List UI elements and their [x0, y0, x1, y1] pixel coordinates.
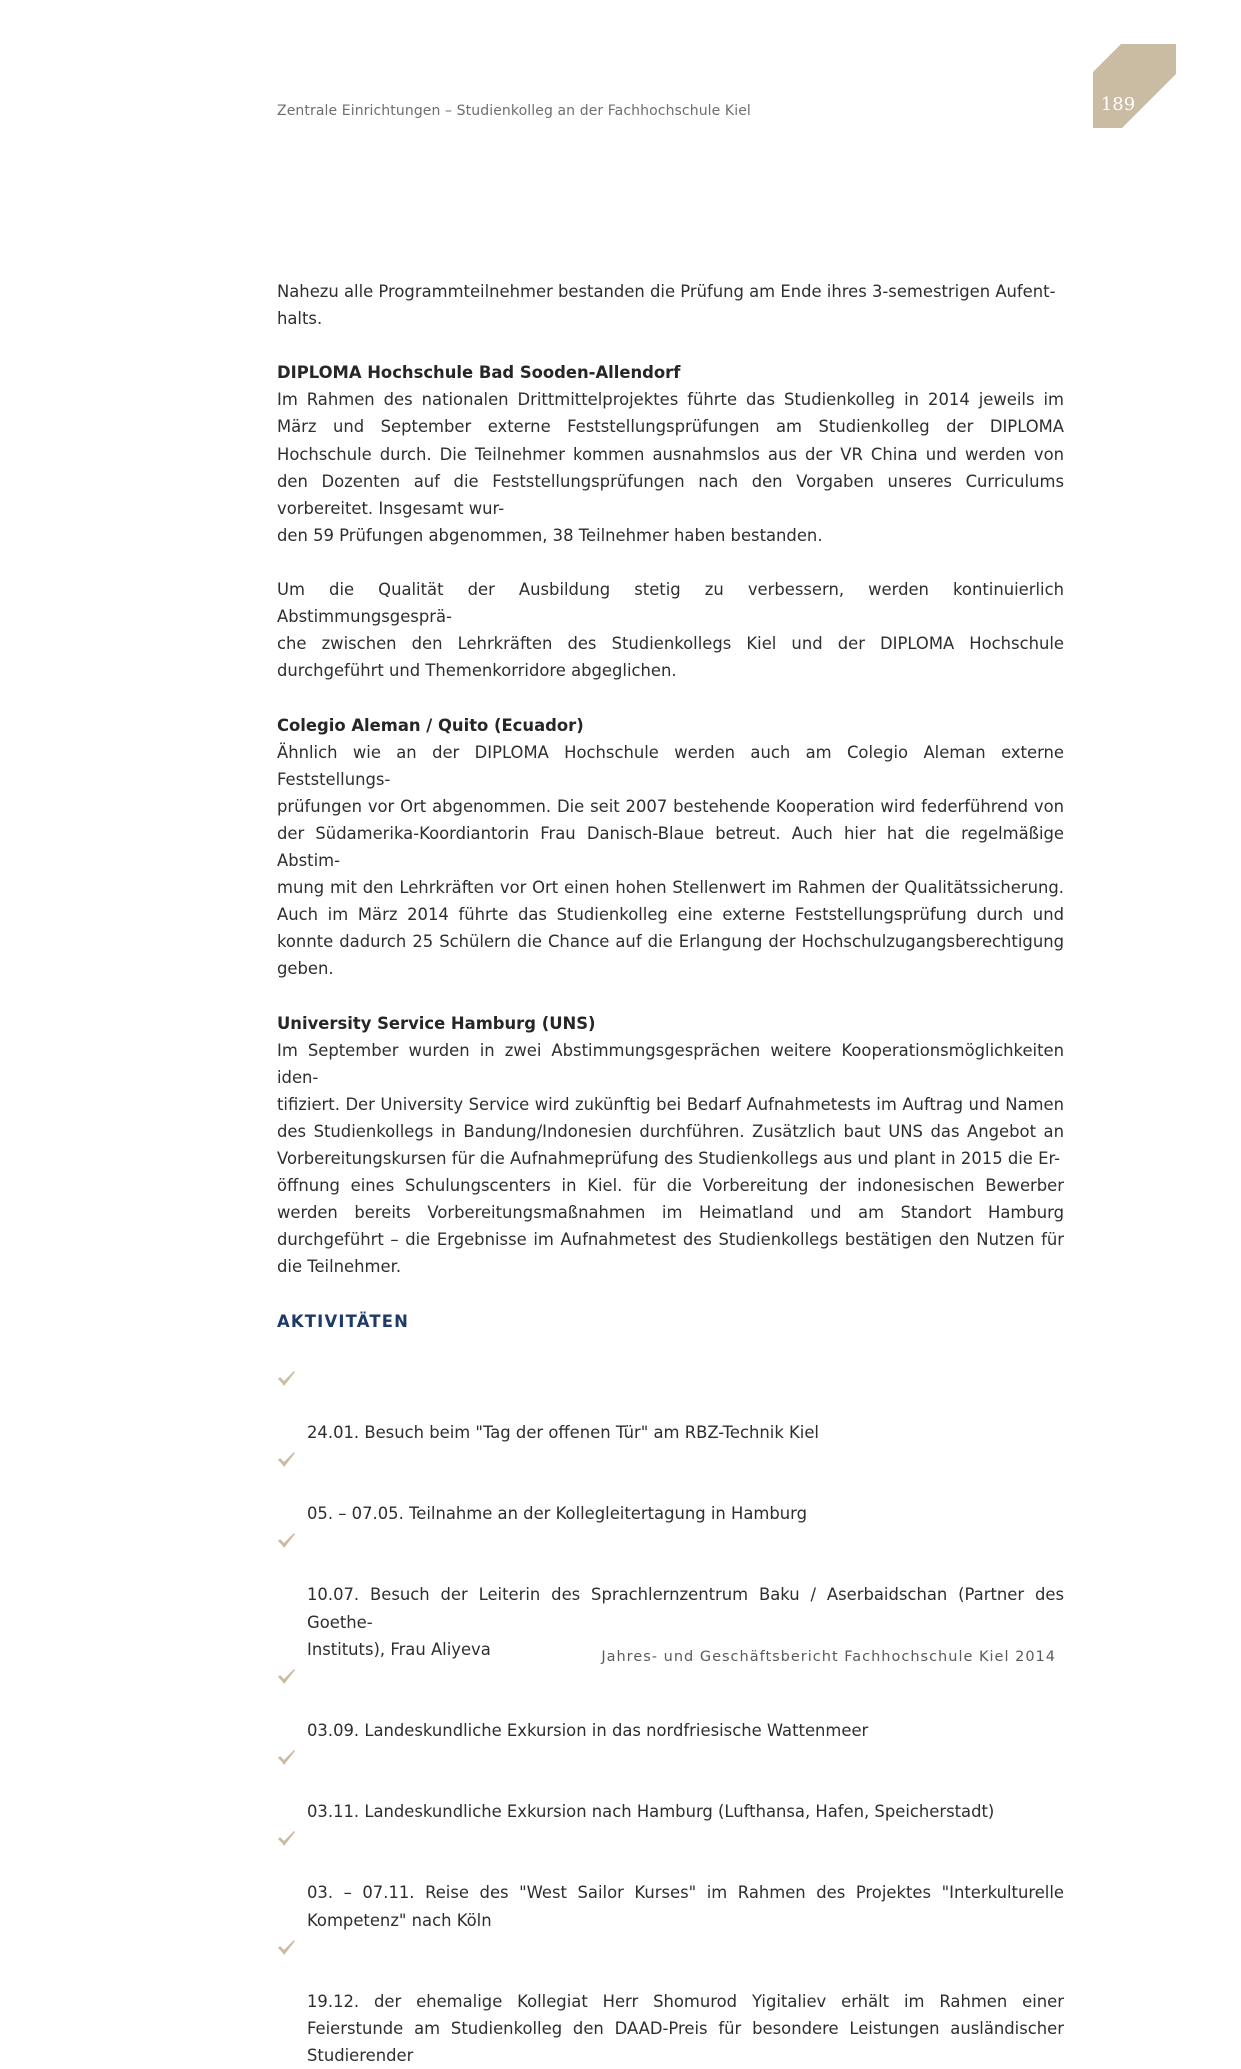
activity-text: 05. – 07.05. Teilnahme an der Kollegleitertagung in Hamburg — [307, 1504, 808, 1524]
page-number-tab — [1093, 44, 1176, 128]
page-footer: Jahres- und Geschäftsbericht Fachhochschule Kiel 2014 — [601, 1649, 1056, 1665]
section-colegio-aleman — [277, 712, 1064, 983]
activity-text: 10.07. Besuch der Leiterin des Sprachlernzentrum Baku / Aserbaidschan (Partner des Goethe- Instituts), Frau Aliyeva — [307, 1585, 1064, 1659]
activity-item — [277, 1527, 1064, 1662]
activity-list — [277, 1365, 1064, 2069]
checkmark-icon — [277, 1452, 296, 1468]
activity-item — [277, 1365, 1064, 1446]
checkmark-icon — [277, 1940, 296, 1956]
checkmark-icon — [277, 1750, 296, 1766]
intro-paragraph: Nahezu alle Programmteilnehmer bestanden die Prüfung am Ende ihres 3-semestrigen Aufent- halts. — [277, 282, 1056, 329]
activity-text: 03.11. Landeskundliche Exkursion nach Hamburg (Lufthansa, Hafen, Speicherstadt) — [307, 1802, 995, 1822]
activity-item — [277, 1744, 1064, 1825]
running-head: Zentrale Einrichtungen – Studienkolleg an der Fachhochschule Kiel — [277, 103, 751, 119]
section-paragraph: Im Rahmen des nationalen Drittmittelprojektes führte das Studienkolleg in 2014 jeweils im März und September externe Feststellungsprüfungen am Studienkolleg der DIPLOMA Hochschule durch. Die Teilnehmer kommen ausnahmslos aus der VR China und werden von den Dozenten auf die Feststellungsprüfungen nach den Vorgaben unseres Curriculums vorbereitet. Insgesamt wur- den 59 Prüfungen abgenommen, 38 Teilnehmer haben bestanden. — [277, 390, 1064, 545]
activity-item — [277, 1446, 1064, 1527]
section-title: University Service Hamburg (UNS) — [277, 1013, 596, 1033]
activity-item — [277, 1825, 1064, 1933]
section-title: Colegio Aleman / Quito (Ecuador) — [277, 715, 584, 735]
activity-text: 19.12. der ehemalige Kollegiat Herr Shomurod Yigitaliev erhält im Rahmen einer Feierstunde am Studienkolleg den DAAD-Preis für besondere Leistungen ausländischer Studierender — [307, 1991, 1064, 2065]
section-university-service — [277, 1010, 1064, 1281]
activity-text: 03. – 07.11. Reise des "West Sailor Kurses" im Rahmen des Projektes "Interkulturelle Kompetenz" nach Köln — [307, 1883, 1064, 1930]
checkmark-icon — [277, 1669, 296, 1685]
activity-item — [277, 1934, 1064, 2069]
section-title: DIPLOMA Hochschule Bad Sooden-Allendorf — [277, 363, 681, 383]
activity-text: 03.09. Landeskundliche Exkursion in das nordfriesische Wattenmeer — [307, 1720, 869, 1740]
page-tab-shape — [1093, 44, 1176, 128]
section-diploma — [277, 359, 1064, 684]
section-paragraph: Im September wurden in zwei Abstimmungsgesprächen weitere Kooperationsmöglichkeiten iden- tifiziert. Der University Service wird zukünftig bei Bedarf Aufnahmetests im Auftrag und Namen des Studienkollegs in Bandung/Indonesien durchführen. Zusätzlich baut UNS das Angebot an Vorbereitungskursen für die Aufnahmeprüfung des Studienkollegs aus und plant in 2015 die Er- öffnung eines Schulungscenters in Kiel. für die Vorbereitung der indonesischen Bewerber werden bereits Vorbereitungsmaßnahmen im Heimatland und am Standort Hamburg durchgeführt – die Ergebnisse im Aufnahmetest des Studienkollegs bestätigen den Nutzen für die Teilnehmer. — [277, 1040, 1064, 1277]
activity-text: 24.01. Besuch beim "Tag der offenen Tür" am RBZ-Technik Kiel — [307, 1422, 819, 1442]
checkmark-icon — [277, 1371, 296, 1387]
checkmark-icon — [277, 1533, 296, 1549]
checkmark-icon — [277, 1831, 296, 1847]
activity-item — [277, 1663, 1064, 1744]
activities-heading: AKTIVITÄTEN — [277, 1311, 410, 1331]
page-number: 189 — [1100, 94, 1136, 115]
section-paragraph: Um die Qualität der Ausbildung stetig zu verbessern, werden kontinuierlich Abstimmungsgesprä- che zwischen den Lehrkräften des Studienkollegs Kiel und der DIPLOMA Hochschule durchgeführt und Themenkorridore abgeglichen. — [277, 580, 1064, 681]
section-paragraph: Ähnlich wie an der DIPLOMA Hochschule werden auch am Colegio Aleman externe Feststellungs- prüfungen vor Ort abgenommen. Die seit 2007 bestehende Kooperation wird federführend von der Südamerika-Koordiantorin Frau Danisch-Blaue betreut. Auch hier hat die regelmäßige Abstim- mung mit den Lehrkräften vor Ort einen hohen Stellenwert im Rahmen der Qualitätssicherung. Auch im März 2014 führte das Studienkolleg eine externe Feststellungsprüfung durch und konnte dadurch 25 Schülern die Chance auf die Erlangung der Hochschulzugangsberechtigung geben. — [277, 742, 1064, 979]
main-content — [277, 278, 1064, 2069]
